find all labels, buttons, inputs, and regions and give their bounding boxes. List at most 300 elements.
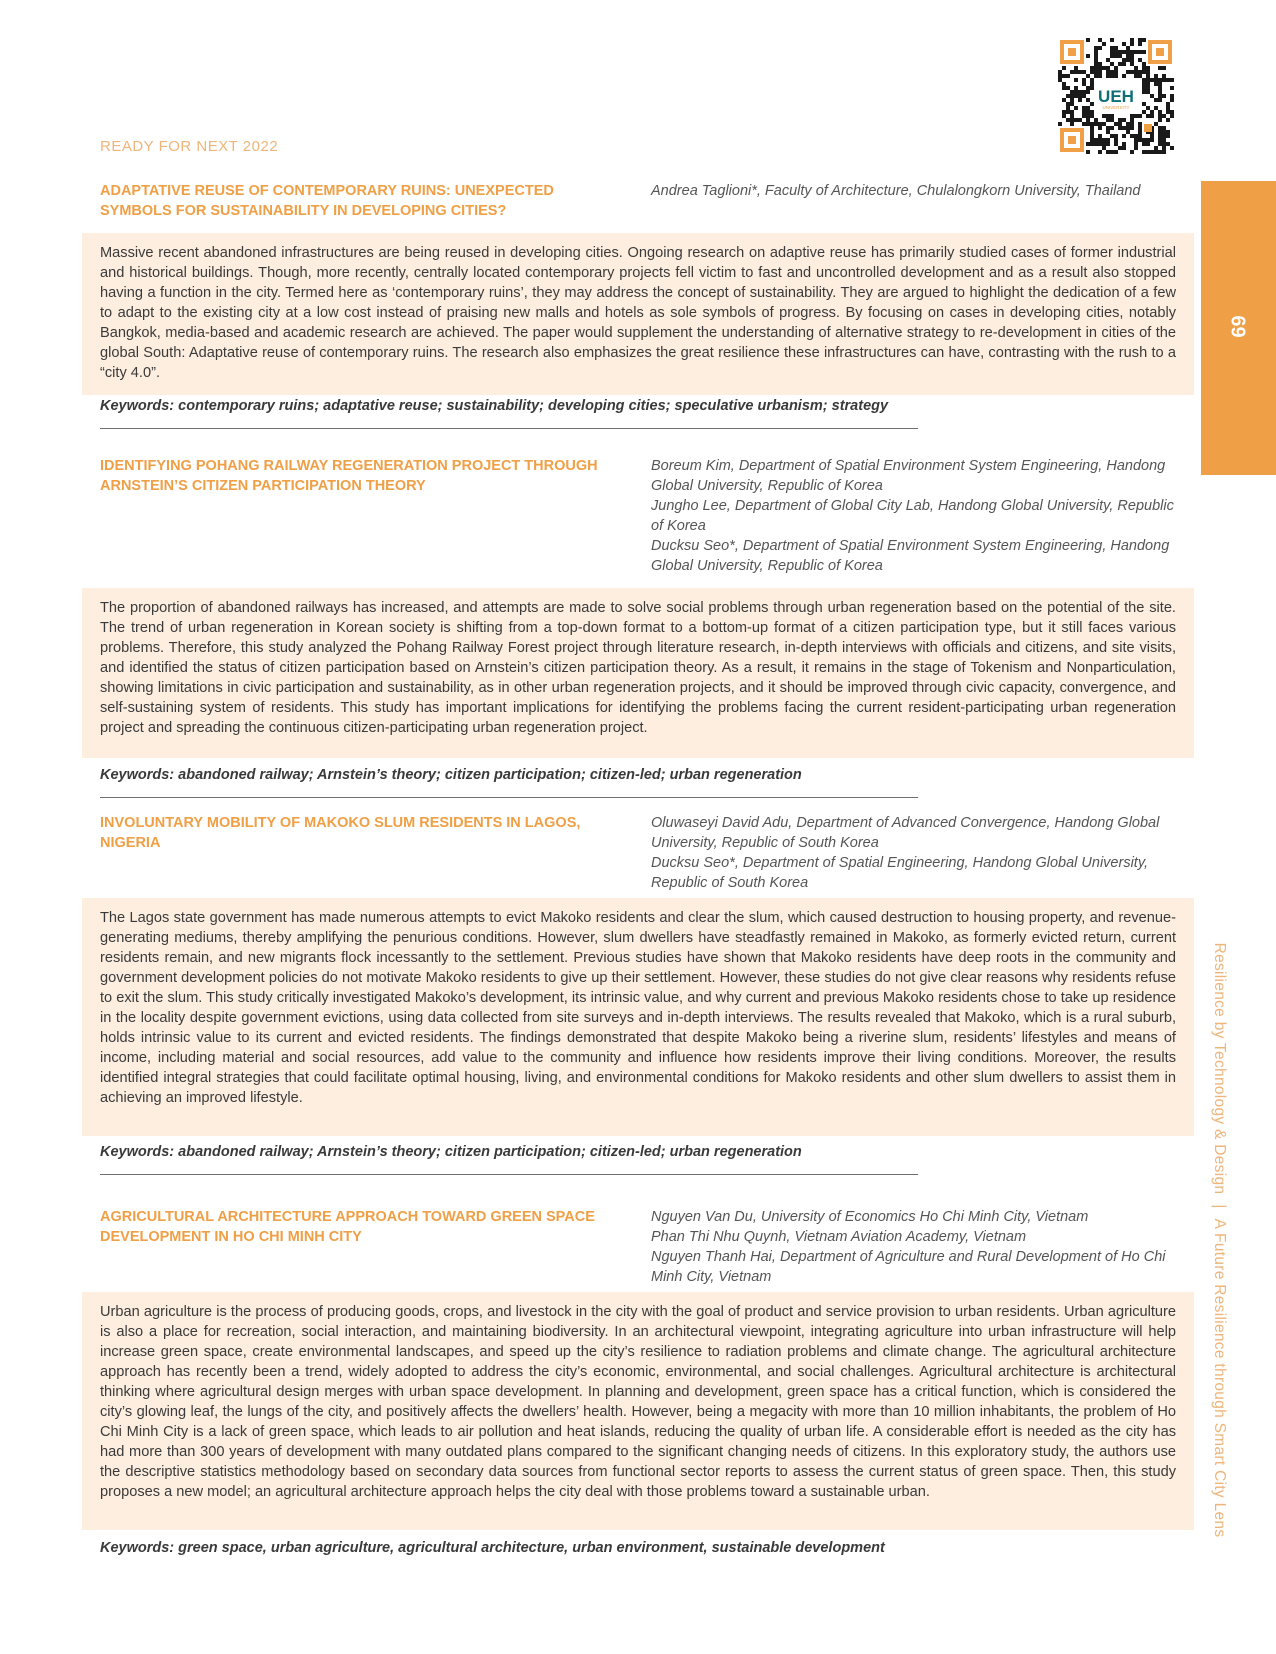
qr-module (1082, 94, 1086, 98)
qr-module (1138, 122, 1142, 126)
qr-module (1166, 134, 1170, 138)
qr-module (1162, 134, 1166, 138)
qr-module (1158, 94, 1162, 98)
qr-module (1138, 58, 1142, 62)
qr-module (1090, 102, 1094, 106)
qr-module (1106, 126, 1110, 130)
qr-module (1094, 142, 1098, 146)
qr-module (1114, 50, 1118, 54)
divider (100, 1174, 918, 1175)
qr-module (1106, 58, 1110, 62)
qr-module (1110, 118, 1114, 122)
qr-module (1126, 58, 1130, 62)
qr-module (1158, 78, 1162, 82)
qr-module (1094, 122, 1098, 126)
qr-module (1138, 114, 1142, 118)
qr-module (1146, 86, 1150, 90)
qr-module (1110, 126, 1114, 130)
qr-module (1078, 90, 1082, 94)
abstract-box (82, 898, 1194, 1136)
qr-module (1070, 98, 1074, 102)
qr-module (1126, 46, 1130, 50)
abstract-text: The Lagos state government has made numerous attempts to evict Makoko residents and clear the slum, which caused destruction to housing property, and revenue-generating mediums, thereby amplifying the penurious conditions. However, slum dwellers have steadfastly remained in Makoko, as formerly evicted return, current residents remain, and new migrants flock incessantly to the settlement. Previous studies have shown that Makoko residents have deep roots in the community and government development policies do not motivate Makoko residents to give up their settlement. However, these studies do not give clear reasons why residents refuse to exit the slum. This study critically investigated Makoko’s development, its intrinsic value, and why current and previous Makoko residents chose to take up residence in the locality despite government evictions, using data collected from site surveys and in-depth interviews. The results revealed that Makoko, which is a rural suburb, holds intrinsic value to its current and evicted residents. The findings demonstrated that despite Makoko being a riverine slum, residents’ lifestyles and means of income, including material and social resources, add value to the community and influence how residents improve their living conditions. Moreover, the results identified integral strategies that could facilitate optimal housing, living, and environmental conditions for Makoko residents and other slum dwellers to assist them in achieving an improved lifestyle. (100, 910, 1176, 1106)
qr-module (1090, 110, 1094, 114)
qr-module (1118, 126, 1122, 130)
qr-module (1090, 134, 1094, 138)
qr-module (1118, 122, 1122, 126)
qr-module (1102, 122, 1106, 126)
qr-module (1122, 50, 1126, 54)
running-title (1210, 900, 1228, 1580)
qr-module (1066, 86, 1070, 90)
qr-module (1162, 150, 1166, 154)
qr-module (1166, 118, 1170, 122)
qr-module (1142, 78, 1146, 82)
qr-module (1142, 86, 1146, 90)
qr-module (1146, 82, 1150, 86)
qr-module (1130, 114, 1134, 118)
qr-module (1154, 146, 1158, 150)
qr-module (1158, 134, 1162, 138)
qr-module (1170, 114, 1174, 118)
qr-module (1126, 54, 1130, 58)
qr-module (1102, 114, 1106, 118)
qr-module (1138, 138, 1142, 142)
qr-module (1170, 146, 1174, 150)
qr-module (1150, 150, 1154, 154)
qr-module (1166, 102, 1170, 106)
qr-module (1134, 114, 1138, 118)
qr-module (1146, 74, 1150, 78)
page-number: 69 (1226, 315, 1249, 338)
running-title-left: Resilience by Technology & Design (1211, 942, 1228, 1195)
qr-module (1086, 150, 1090, 154)
qr-module (1082, 82, 1086, 86)
qr-module (1110, 54, 1114, 58)
keywords: Keywords: abandoned railway; Arnstein’s theory; citizen participation; citizen-led; urban regeneration (100, 767, 802, 783)
qr-module (1110, 38, 1114, 42)
qr-module (1150, 138, 1154, 142)
qr-module (1102, 138, 1106, 142)
qr-module (1130, 118, 1134, 122)
qr-module (1142, 38, 1146, 42)
qr-module (1062, 114, 1066, 118)
qr-module (1162, 146, 1166, 150)
keywords: Keywords: green space, urban agriculture, agricultural architecture, urban environment, sustainable development (100, 1540, 885, 1556)
qr-module (1138, 134, 1142, 138)
qr-module (1082, 70, 1086, 74)
qr-module (1142, 50, 1146, 54)
qr-module (1086, 98, 1090, 102)
qr-module (1098, 74, 1102, 78)
qr-module (1106, 150, 1110, 154)
qr-module (1130, 150, 1134, 154)
qr-module (1110, 50, 1114, 54)
qr-module (1110, 74, 1114, 78)
qr-module (1074, 78, 1078, 82)
qr-module (1170, 98, 1174, 102)
qr-module (1102, 42, 1106, 46)
qr-module (1094, 62, 1098, 66)
author-line: Ducksu Seo*, Department of Spatial Engineering, Handong Global University, Republic of South Korea (651, 855, 1149, 891)
qr-module (1082, 114, 1086, 118)
qr-module (1066, 74, 1070, 78)
qr-module (1106, 130, 1110, 134)
author-line: Ducksu Seo*, Department of Spatial Environment System Engineering, Handong Global University, Republic of Korea (651, 538, 1170, 574)
qr-module (1122, 62, 1126, 66)
qr-module (1130, 134, 1134, 138)
qr-logo-text: UEH (1098, 87, 1134, 106)
author-line: Oluwaseyi David Adu, Department of Advanced Convergence, Handong Global University, Republic of South Korea (651, 815, 1160, 851)
qr-module (1098, 66, 1102, 70)
author-line: Jungho Lee, Department of Global City Lab, Handong Global University, Republic of Korea (651, 498, 1174, 534)
qr-module (1138, 74, 1142, 78)
qr-module (1070, 90, 1074, 94)
qr-module (1158, 82, 1162, 86)
author-line: Boreum Kim, Department of Spatial Environment System Engineering, Handong Global University, Republic of Korea (651, 458, 1166, 494)
article-title: INVOLUNTARY MOBILITY OF MAKOKO SLUM RESIDENTS IN LAGOS, NIGERIA (100, 815, 581, 851)
qr-module (1110, 62, 1114, 66)
qr-module (1162, 114, 1166, 118)
qr-module (1150, 78, 1154, 82)
qr-module (1086, 90, 1090, 94)
author-line: Andrea Taglioni*, Faculty of Architecture, Chulalongkorn University, Thailand (651, 183, 1141, 199)
abstract-box (82, 588, 1194, 758)
article-authors (651, 813, 1176, 893)
qr-module (1158, 114, 1162, 118)
qr-module (1102, 146, 1106, 150)
qr-module (1114, 66, 1118, 70)
qr-module (1158, 126, 1162, 130)
qr-module (1122, 74, 1126, 78)
qr-module (1110, 150, 1114, 154)
qr-module (1102, 66, 1106, 70)
qr-module (1086, 122, 1090, 126)
qr-module (1066, 118, 1070, 122)
qr-module (1066, 106, 1070, 110)
qr-module (1098, 150, 1102, 154)
qr-module (1122, 42, 1126, 46)
qr-module (1170, 86, 1174, 90)
qr-module (1074, 90, 1078, 94)
qr-module (1158, 138, 1162, 142)
qr-module (1154, 78, 1158, 82)
qr-module (1074, 70, 1078, 74)
qr-module (1078, 70, 1082, 74)
qr-module (1090, 138, 1094, 142)
qr-module (1118, 54, 1122, 58)
qr-module (1166, 130, 1170, 134)
qr-module (1070, 122, 1074, 126)
qr-module (1082, 122, 1086, 126)
qr-module (1154, 82, 1158, 86)
qr-module (1070, 114, 1074, 118)
qr-module (1122, 118, 1126, 122)
qr-module (1094, 74, 1098, 78)
qr-module (1158, 66, 1162, 70)
qr-module (1082, 78, 1086, 82)
qr-module (1074, 86, 1078, 90)
qr-module (1090, 142, 1094, 146)
qr-module (1090, 122, 1094, 126)
qr-module (1094, 54, 1098, 58)
qr-module (1070, 118, 1074, 122)
abstract-text: Massive recent abandoned infrastructures are being reused in developing cities. Ongoing research on adaptive reuse has primarily studied cases of former industrial and historical buildings. Though, more recently, centrally located contemporary projects fell victim to fast and uncontrolled development and as a result also stopped having a function in the city. Termed here as ‘contemporary ruins’, they may address the concept of sustainability. They are argued to highlight the dedication of a few to adapt to the existing city at a low cost instead of praising new malls and hotels as sole symbols of progress. By focusing on cases in developing cities, notably Bangkok, media-based and academic research are achieved. The paper would supplement the understanding of alternative strategy to re-development in cities of the global South: Adaptative reuse of contemporary ruins. The research also emphasizes the great resilience these infrastructures can have, contrasting with the rush to a “city 4.0”. (100, 245, 1176, 381)
qr-module (1106, 70, 1110, 74)
qr-module (1110, 134, 1114, 138)
qr-module (1086, 110, 1090, 114)
qr-module (1138, 130, 1142, 134)
qr-module (1086, 106, 1090, 110)
qr-module (1126, 50, 1130, 54)
qr-module (1130, 58, 1134, 62)
qr-module (1142, 150, 1146, 154)
qr-module (1142, 82, 1146, 86)
qr-module (1154, 98, 1158, 102)
journal-header-label: READY FOR NEXT 2022 (100, 138, 279, 155)
qr-module (1090, 82, 1094, 86)
qr-module (1110, 70, 1114, 74)
qr-module (1086, 118, 1090, 122)
qr-module (1146, 106, 1150, 110)
qr-module (1114, 122, 1118, 126)
article-title: ADAPTATIVE REUSE OF CONTEMPORARY RUINS: UNEXPECTED SYMBOLS FOR SUSTAINABILITY IN DEVELOPING CITIES? (100, 183, 554, 219)
qr-module (1146, 70, 1150, 74)
qr-module (1094, 118, 1098, 122)
qr-module (1114, 138, 1118, 142)
qr-module (1118, 50, 1122, 54)
qr-module (1162, 78, 1166, 82)
qr-logo-subtext: UNIVERSITY (1102, 105, 1130, 110)
qr-module (1070, 70, 1074, 74)
qr-module (1134, 66, 1138, 70)
qr-module (1106, 118, 1110, 122)
qr-module (1158, 86, 1162, 90)
qr-module (1078, 118, 1082, 122)
qr-module (1130, 62, 1134, 66)
qr-code (1058, 38, 1174, 154)
qr-module (1122, 146, 1126, 150)
qr-module (1162, 142, 1166, 146)
author-line: Nguyen Van Du, University of Economics Ho Chi Minh City, Vietnam (651, 1209, 1089, 1225)
qr-module (1106, 142, 1110, 146)
qr-module (1114, 142, 1118, 146)
qr-module (1166, 142, 1170, 146)
qr-module (1098, 134, 1102, 138)
qr-module (1062, 66, 1066, 70)
qr-module (1146, 138, 1150, 142)
qr-module (1170, 110, 1174, 114)
qr-module (1086, 38, 1090, 42)
qr-module (1090, 66, 1094, 70)
qr-module (1106, 138, 1110, 142)
qr-module (1086, 54, 1090, 58)
qr-module (1142, 102, 1146, 106)
qr-module (1150, 134, 1154, 138)
author-line: Phan Thi Nhu Quynh, Vietnam Aviation Academy, Vietnam (651, 1229, 1027, 1245)
qr-module (1062, 74, 1066, 78)
qr-module (1142, 62, 1146, 66)
qr-module (1098, 126, 1102, 130)
qr-module (1114, 70, 1118, 74)
qr-module (1142, 70, 1146, 74)
article-authors (651, 181, 1176, 201)
qr-module (1082, 110, 1086, 114)
keywords: Keywords: abandoned railway; Arnstein’s theory; citizen participation; citizen-led; urban regeneration (100, 1144, 802, 1160)
qr-module (1158, 150, 1162, 154)
qr-module (1094, 50, 1098, 54)
qr-module (1090, 130, 1094, 134)
qr-module (1106, 66, 1110, 70)
qr-module (1138, 42, 1142, 46)
qr-module (1166, 106, 1170, 110)
qr-module (1158, 90, 1162, 94)
qr-module (1122, 126, 1126, 130)
qr-module (1090, 70, 1094, 74)
qr-module (1070, 110, 1074, 114)
qr-module (1138, 38, 1142, 42)
qr-module (1098, 70, 1102, 74)
qr-module (1094, 58, 1098, 62)
qr-module (1134, 146, 1138, 150)
qr-module (1134, 74, 1138, 78)
qr-module (1114, 46, 1118, 50)
article-authors (651, 456, 1176, 576)
qr-module (1142, 66, 1146, 70)
qr-module (1146, 90, 1150, 94)
qr-module (1086, 74, 1090, 78)
qr-module (1130, 42, 1134, 46)
qr-module (1086, 142, 1090, 146)
running-title-right: A Future Resilience through Smart City Lens (1211, 1218, 1228, 1538)
qr-module (1154, 150, 1158, 154)
qr-module (1062, 98, 1066, 102)
qr-module (1062, 86, 1066, 90)
qr-module (1154, 106, 1158, 110)
qr-module (1130, 54, 1134, 58)
qr-module (1058, 122, 1062, 126)
qr-module (1094, 138, 1098, 142)
qr-module (1170, 94, 1174, 98)
qr-module (1102, 142, 1106, 146)
qr-module (1162, 66, 1166, 70)
qr-module (1134, 50, 1138, 54)
qr-module (1090, 126, 1094, 130)
qr-module (1114, 74, 1118, 78)
divider (100, 428, 918, 429)
qr-module (1130, 70, 1134, 74)
qr-module (1062, 110, 1066, 114)
qr-module (1070, 94, 1074, 98)
qr-module (1082, 106, 1086, 110)
qr-module (1138, 70, 1142, 74)
qr-module (1146, 78, 1150, 82)
qr-module (1098, 62, 1102, 66)
abstract-box (82, 233, 1194, 395)
qr-module (1090, 78, 1094, 82)
qr-module (1074, 66, 1078, 70)
qr-module (1154, 122, 1158, 126)
qr-module (1150, 94, 1154, 98)
qr-module (1130, 50, 1134, 54)
qr-module (1150, 114, 1154, 118)
qr-module (1118, 118, 1122, 122)
qr-module (1134, 134, 1138, 138)
qr-module (1106, 114, 1110, 118)
qr-module (1126, 122, 1130, 126)
qr-module (1146, 66, 1150, 70)
qr-module (1074, 94, 1078, 98)
qr-module (1154, 74, 1158, 78)
qr-module (1122, 142, 1126, 146)
keywords: Keywords: contemporary ruins; adaptative reuse; sustainability; developing cities; speculative urbanism; strategy (100, 398, 889, 414)
qr-module (1058, 74, 1062, 78)
article-title: AGRICULTURAL ARCHITECTURE APPROACH TOWARD GREEN SPACE DEVELOPMENT IN HO CHI MINH CITY (100, 1209, 595, 1245)
qr-module (1158, 130, 1162, 134)
qr-module (1066, 110, 1070, 114)
qr-module (1146, 150, 1150, 154)
qr-module (1126, 70, 1130, 74)
qr-module (1078, 98, 1082, 102)
qr-module (1142, 90, 1146, 94)
qr-module (1118, 146, 1122, 150)
qr-module (1162, 130, 1166, 134)
qr-module (1114, 134, 1118, 138)
qr-module (1078, 94, 1082, 98)
qr-module (1090, 114, 1094, 118)
qr-module (1162, 94, 1166, 98)
abstract-text: The proportion of abandoned railways has increased, and attempts are made to solve social problems through urban regeneration based on the potential of the site. The trend of urban regeneration in Korean society is shifting from a top-down format to a bottom-up format of a citizen participation type, but it still faces various problems. Therefore, this study analyzed the Pohang Railway Forest project through literature research, in-depth interviews with officials and citizens, and site visits, and identified the status of citizen participation based on Arnstein’s citizen participation theory. As a result, it remains in the stage of Tokenism and Nonparticulation, showing limitations in civic participation and sustainability, as in other urban regeneration projects, and it should be improved through civic capacity, convergence, and self-sustaining system of residents. This study has important implications for identifying the problems facing the current resident-participating urban regeneration project and spreading the continuous citizen-participating urban regeneration project. (100, 600, 1176, 736)
qr-module (1114, 54, 1118, 58)
qr-module (1138, 50, 1142, 54)
qr-module (1114, 150, 1118, 154)
qr-module (1106, 74, 1110, 78)
qr-module (1066, 102, 1070, 106)
qr-module (1126, 130, 1130, 134)
qr-module (1090, 86, 1094, 90)
qr-module (1138, 126, 1142, 130)
qr-module (1162, 138, 1166, 142)
qr-module (1058, 78, 1062, 82)
qr-module (1146, 142, 1150, 146)
qr-module (1118, 62, 1122, 66)
qr-module (1074, 106, 1078, 110)
qr-module (1098, 46, 1102, 50)
qr-module (1170, 78, 1174, 82)
qr-module (1158, 142, 1162, 146)
qr-module (1130, 126, 1134, 130)
qr-module (1098, 138, 1102, 142)
qr-module (1058, 70, 1062, 74)
qr-module (1142, 142, 1146, 146)
qr-module (1074, 118, 1078, 122)
qr-module (1158, 118, 1162, 122)
qr-module (1134, 138, 1138, 142)
qr-module (1094, 70, 1098, 74)
qr-module (1166, 78, 1170, 82)
qr-module (1082, 90, 1086, 94)
qr-module (1094, 46, 1098, 50)
qr-module (1086, 86, 1090, 90)
qr-module (1150, 110, 1154, 114)
qr-module (1158, 110, 1162, 114)
qr-module (1066, 94, 1070, 98)
divider (100, 797, 918, 798)
qr-module (1142, 138, 1146, 142)
article-authors (651, 1207, 1176, 1287)
article-title: IDENTIFYING POHANG RAILWAY REGENERATION PROJECT THROUGH ARNSTEIN’S CITIZEN PARTICIPATION THEORY (100, 458, 598, 494)
qr-module (1098, 142, 1102, 146)
